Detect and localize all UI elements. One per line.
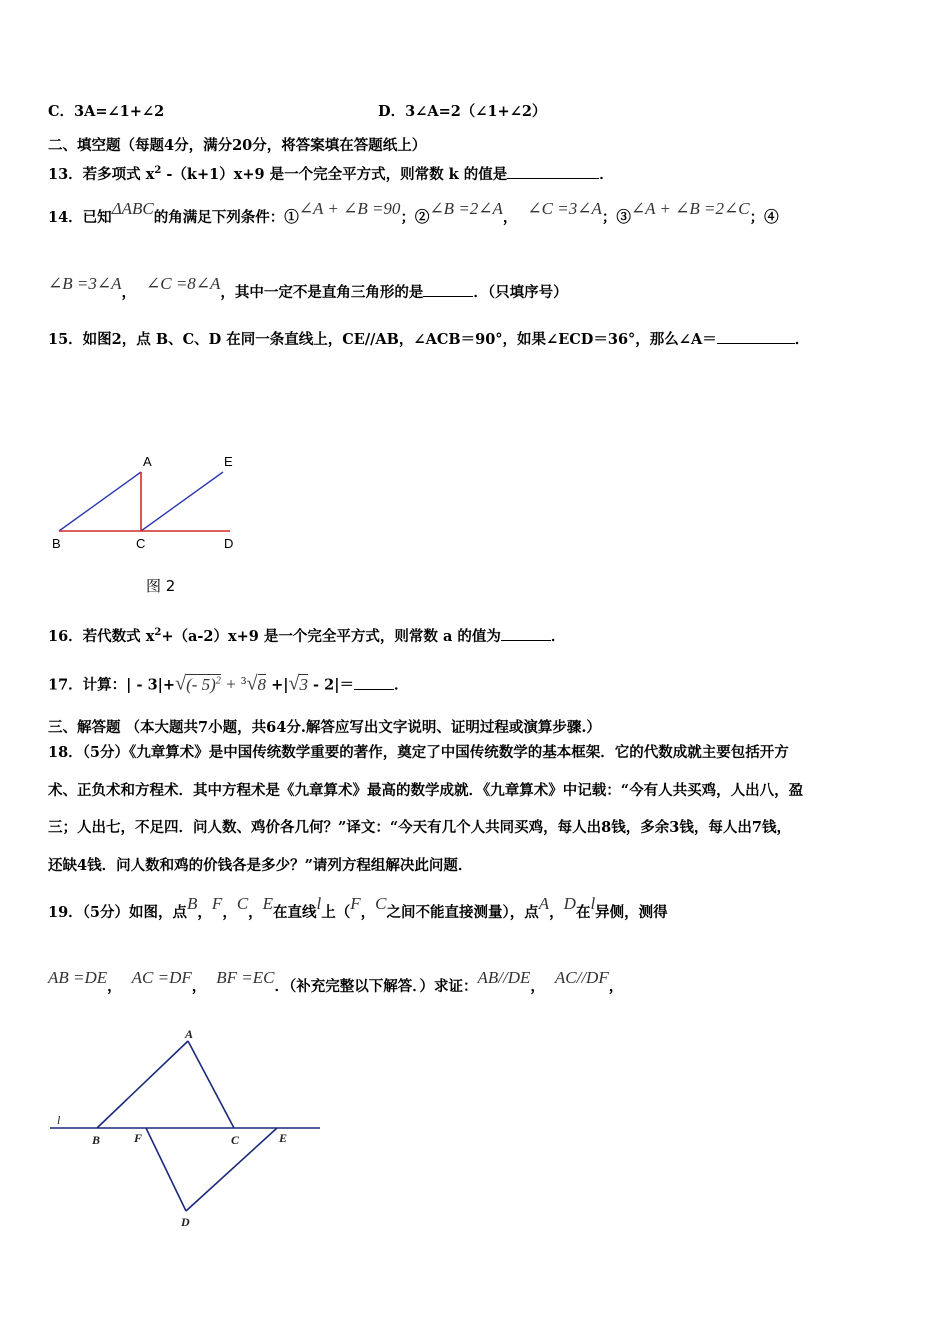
q19-text-j: ， <box>530 978 545 995</box>
q17-sup: 2 <box>215 675 221 686</box>
q17-radicand-1 <box>186 674 221 694</box>
q13-text-b: -（k+1）x+9 是一个完全平方式，则常数 k 的值是 <box>161 165 508 183</box>
q14-answer-blank[interactable] <box>423 282 473 297</box>
q19-line-l: l <box>316 894 322 913</box>
q14-text-g: ， <box>121 284 136 301</box>
sqrt-sign-3: √ <box>288 672 300 695</box>
question-18-line-2: 术、正负术和方程术．其中方程术是《九章算术》最高的数学成就．《九章算术》中记载：“今有人共买鸡，人出八，盈 <box>48 782 804 799</box>
segment-ab <box>59 472 141 531</box>
q14-math-cond1: ∠A + ∠B =90 <box>298 199 401 218</box>
q13-text-c: ． <box>599 165 614 183</box>
q17-plus: + <box>220 674 241 694</box>
q13-text-a: 13．若多项式 x <box>48 165 155 183</box>
question-15 <box>48 329 809 350</box>
question-14-line-2 <box>48 274 568 303</box>
question-17 <box>48 671 408 696</box>
q19-math-bf-ec: BF =EC <box>216 968 275 987</box>
sqrt-sign-2: √ <box>246 672 258 695</box>
q14-text-e: ；③ <box>601 209 631 226</box>
fig19-label-l: l <box>57 1113 61 1127</box>
q19-sep-3: ， <box>248 904 263 921</box>
fig19-label-f: F <box>134 1131 143 1145</box>
q17-radicand-3: 3 <box>299 674 308 694</box>
q15-answer-blank[interactable] <box>717 329 795 344</box>
q14-math-cond2b: ∠C =3∠A <box>527 199 602 218</box>
fig19-label-d: D <box>181 1215 190 1229</box>
q14-text-i: ．（只填序号） <box>473 284 568 301</box>
q19-sep-4: ， <box>360 904 376 921</box>
fig19-label-b: B <box>92 1133 101 1147</box>
question-16 <box>48 623 565 647</box>
q14-math-cond4b: ∠C =8∠A <box>145 274 221 293</box>
q16-sup: 2 <box>154 627 162 638</box>
q19-text-g: ， <box>107 978 122 995</box>
question-13 <box>48 161 614 185</box>
q19-point-e: E <box>262 894 274 913</box>
q19-sep-5: ， <box>549 904 564 921</box>
question-14-line-1 <box>48 199 779 228</box>
q16-text-b: +（a-2）x+9 是一个完全平方式，则常数 a 的值为 <box>161 627 501 645</box>
q19-text-h: ， <box>191 978 207 995</box>
figure-2-caption: 图 2 <box>146 577 176 595</box>
q19-text-d: 之间不能直接测量），点 <box>386 904 539 921</box>
q15-text-b: ． <box>794 331 810 348</box>
q19-text-c: 上（ <box>321 904 351 921</box>
q17-text-c: +| <box>266 676 289 694</box>
fig2-label-e: E <box>224 454 233 469</box>
question-19-line-2 <box>48 968 624 997</box>
fig2-label-b: B <box>52 536 61 551</box>
q19-text-k: ， <box>608 978 624 995</box>
q14-math-cond2a: ∠B =2∠A <box>429 199 503 218</box>
q19-text-a: 19．（5分）如图，点 <box>48 904 188 921</box>
q19-sep-1: ， <box>197 904 212 921</box>
q19-text-e: 在 <box>575 904 591 921</box>
q16-answer-blank[interactable] <box>501 626 551 641</box>
q19-point-f2: F <box>350 894 361 913</box>
fig2-label-a: A <box>143 454 152 469</box>
q19-point-b: B <box>187 894 198 913</box>
fig2-label-d: D <box>224 536 234 551</box>
q19-point-c2: C <box>375 894 387 913</box>
q19-sep-2: ， <box>222 904 237 921</box>
q14-text-d: ， <box>502 209 518 226</box>
q14-text-c: ；② <box>400 209 430 226</box>
question-18-line-1: 18．（5分）《九章算术》是中国传统数学重要的著作，奠定了中国传统数学的基本框架．它的代数成就主要包括开方 <box>48 744 789 761</box>
segment-ac <box>188 1041 234 1128</box>
q17-radicand-1-text: (- 5) <box>186 674 216 694</box>
fig19-label-c: C <box>231 1133 240 1147</box>
q19-point-c: C <box>236 894 249 913</box>
q16-text-a: 16．若代数式 x <box>48 627 155 645</box>
fig2-label-c: C <box>136 536 146 551</box>
section-3-heading: 三、解答题 （本大题共7小题，共64分.解答应写出文字说明、证明过程或演算步骤.） <box>48 719 601 736</box>
q17-answer-blank[interactable] <box>354 675 394 690</box>
q17-radicand-2: 8 <box>257 674 267 694</box>
segment-ce <box>141 472 223 531</box>
fig19-label-a: A <box>185 1027 194 1041</box>
q19-text-i: ．（补充完整以下解答．）求证： <box>274 978 478 995</box>
q19-text-b: 在直线 <box>273 904 317 921</box>
question-18-line-4: 还缺4钱．问人数和鸡的价钱各是多少？”请列方程组解决此问题． <box>48 857 473 874</box>
q19-line-l2: l <box>590 894 596 913</box>
figure-19 <box>45 1025 335 1235</box>
segment-fd <box>146 1128 186 1211</box>
question-18-line-3: 三；人出七，不足四．问人数、鸡价各几何？”译文：“今天有几个人共同买鸡，每人出8钱，多余3钱，每人出7钱， <box>48 819 791 836</box>
q14-text-a: 14．已知 <box>48 209 112 226</box>
q16-text-c: ． <box>550 627 566 645</box>
q13-sup: 2 <box>154 165 162 176</box>
q12-option-c: C．3A=∠1+∠2 <box>48 103 165 120</box>
q19-math-ab-par-de: AB//DE <box>477 968 531 987</box>
q14-math-cond4a: ∠B =3∠A <box>48 274 122 293</box>
q14-text-f: ；④ <box>749 209 779 226</box>
q19-math-ab-de: AB =DE <box>48 968 108 987</box>
q14-math-triangle: ΔABC <box>111 199 154 218</box>
sqrt-sign-1: √ <box>175 672 187 695</box>
segment-ba <box>97 1041 188 1128</box>
q12-option-d: D．3∠A=2（∠1+∠2） <box>378 103 547 120</box>
q13-answer-blank[interactable] <box>507 164 599 179</box>
q19-math-ac-df: AC =DF <box>131 968 192 987</box>
q19-math-ac-par-df: AC//DF <box>554 968 609 987</box>
q19-point-a: A <box>538 894 550 913</box>
section-2-heading: 二、填空题（每题4分，满分20分，将答案填在答题纸上） <box>48 137 427 154</box>
q19-point-f: F <box>211 894 223 913</box>
q19-text-f: 异侧，测得 <box>595 904 668 921</box>
q17-text-e: ． <box>393 676 409 694</box>
q17-text-a: 17．计算：| - 3|+ <box>48 676 176 694</box>
q17-text-d: - 2|＝ <box>307 676 354 694</box>
q19-point-d: D <box>563 894 576 913</box>
q14-math-cond3: ∠A + ∠B =2∠C <box>630 199 750 218</box>
q14-text-h: ，其中一定不是直角三角形的是 <box>220 284 424 301</box>
question-19-line-1 <box>48 894 668 923</box>
q15-text-a: 15．如图2，点 B、C、D 在同一条直线上，CE//AB，∠ACB＝90°，如果∠ECD＝36°，那么∠A＝ <box>48 331 717 348</box>
q17-cube-index: 3 <box>240 676 247 687</box>
q14-text-b: 的角满足下列条件：① <box>153 209 299 226</box>
fig19-label-e: E <box>279 1131 288 1145</box>
